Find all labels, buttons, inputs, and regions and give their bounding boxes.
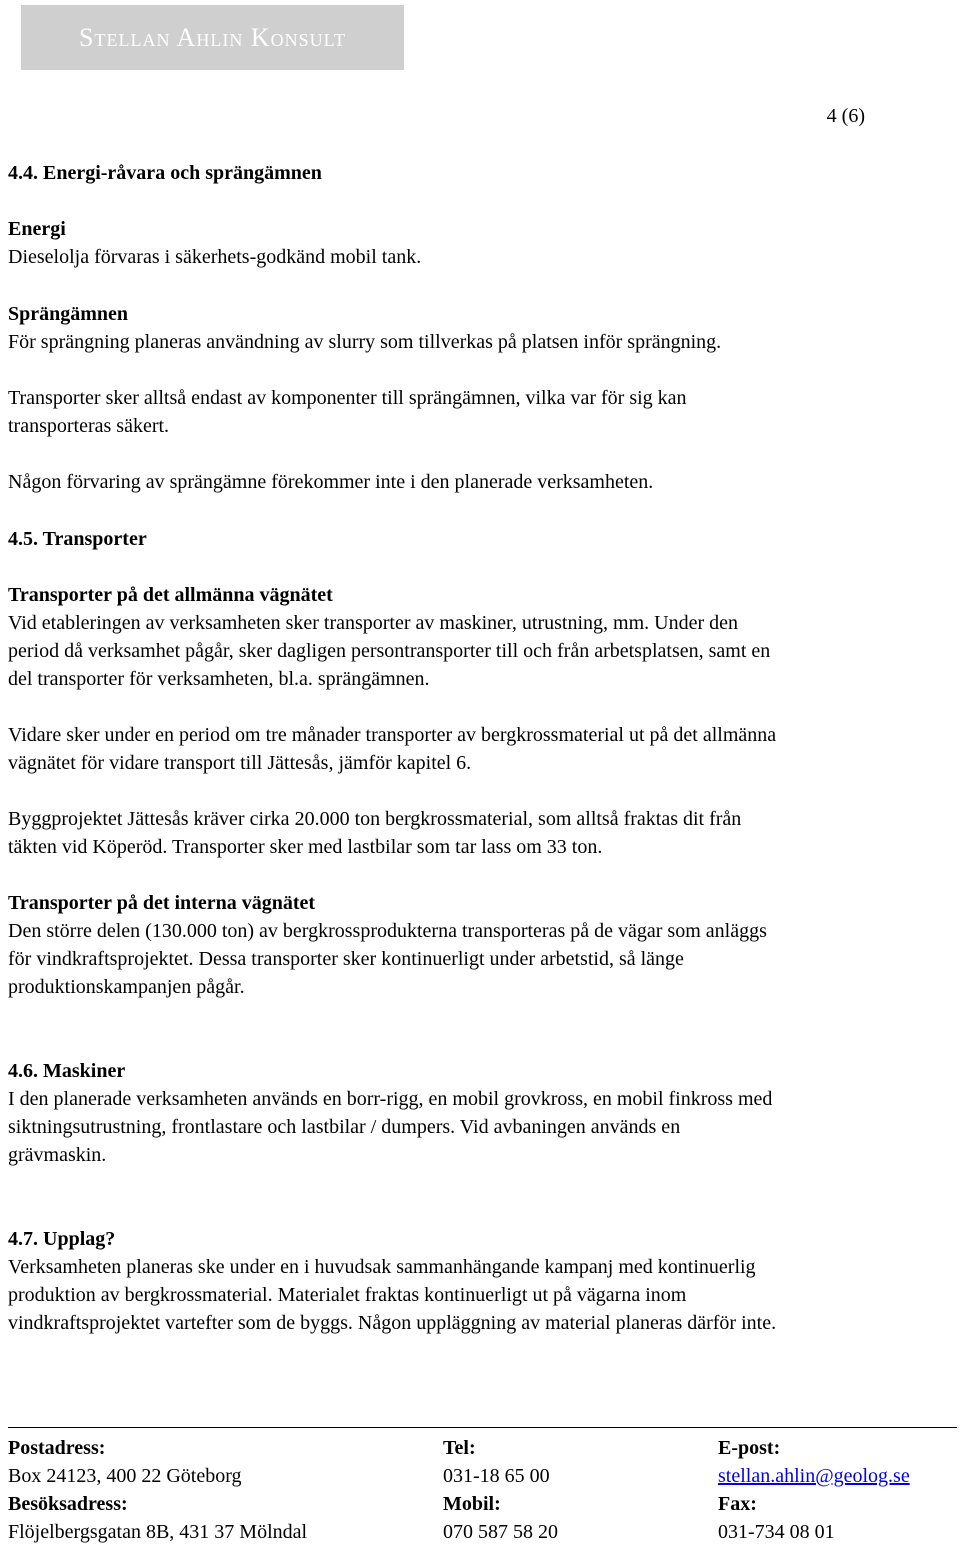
upplag-text-line-2: produktion av bergkrossmaterial. Materialet fraktas kontinuerligt ut på vägarna inom — [8, 1284, 687, 1306]
upplag-text-line-3: vindkraftsprojektet vartefter som de byggs. Någon uppläggning av material planeras därför inte. — [8, 1312, 777, 1334]
postadress-value: Box 24123, 400 22 Göteborg — [8, 1465, 242, 1487]
maskiner-text-line-1: I den planerade verksamheten används en borr-rigg, en mobil grovkross, en mobil finkross med — [8, 1088, 773, 1110]
allmanna-text-1-line-2: period då verksamhet pågår, sker dagligen persontransporter till och från arbetsplatsen, samt en — [8, 640, 771, 662]
epost-label: E-post: — [718, 1437, 781, 1459]
interna-text-line-3: produktionskampanjen pågår. — [8, 976, 245, 998]
section-4-5-title: 4.5. Transporter — [8, 528, 147, 550]
allmanna-text-1-line-1: Vid etableringen av verksamheten sker transporter av maskiner, utrustning, mm. Under den — [8, 612, 738, 634]
besoksadress-label: Besöksadress: — [8, 1493, 128, 1515]
mobil-label: Mobil: — [443, 1493, 501, 1515]
sprangamnen-text-1: För sprängning planeras användning av slurry som tillverkas på platsen inför sprängning. — [8, 331, 722, 353]
sprangamnen-text-2-line-2: transporteras säkert. — [8, 415, 170, 437]
interna-text-line-2: för vindkraftsprojektet. Dessa transporter sker kontinuerligt under arbetstid, så länge — [8, 948, 684, 970]
allmanna-text-3-line-1: Byggprojektet Jättesås kräver cirka 20.000 ton bergkrossmaterial, som alltså fraktas dit från — [8, 808, 742, 830]
page-number: 4 (6) — [826, 105, 865, 127]
allmanna-vagnatet-heading: Transporter på det allmänna vägnätet — [8, 584, 333, 606]
allmanna-text-3-line-2: täkten vid Köperöd. Transporter sker med lastbilar som tar lass om 33 ton. — [8, 836, 603, 858]
section-4-6-title: 4.6. Maskiner — [8, 1060, 126, 1082]
tel-label: Tel: — [443, 1437, 476, 1459]
section-4-4-title: 4.4. Energi-råvara och sprängämnen — [8, 162, 322, 184]
email-link[interactable]: stellan.ahlin@geolog.se — [718, 1465, 910, 1487]
company-logo: Stellan Ahlin Konsult — [21, 5, 404, 70]
allmanna-text-1-line-3: del transporter för verksamheten, bl.a. sprängämnen. — [8, 668, 430, 690]
sprangamnen-text-3: Någon förvaring av sprängämne förekommer inte i den planerade verksamheten. — [8, 471, 654, 493]
document-body — [8, 159, 953, 1337]
allmanna-text-2-line-1: Vidare sker under en period om tre månader transporter av bergkrossmaterial ut på det allmänna — [8, 724, 777, 746]
mobil-value: 070 587 58 20 — [443, 1521, 558, 1543]
section-4-7-title: 4.7. Upplag? — [8, 1228, 116, 1250]
energi-text: Dieselolja förvaras i säkerhets-godkänd mobil tank. — [8, 246, 422, 268]
allmanna-text-2-line-2: vägnätet för vidare transport till Jättesås, jämför kapitel 6. — [8, 752, 472, 774]
fax-label: Fax: — [718, 1493, 757, 1515]
besoksadress-value: Flöjelbergsgatan 8B, 431 37 Mölndal — [8, 1521, 308, 1543]
maskiner-text-line-2: siktningsutrustning, frontlastare och lastbilar / dumpers. Vid avbaningen används en — [8, 1116, 681, 1138]
sprangamnen-heading: Sprängämnen — [8, 303, 129, 325]
interna-text-line-1: Den större delen (130.000 ton) av bergkrossprodukterna transporteras på de vägar som anläggs — [8, 920, 767, 942]
footer-divider — [8, 1427, 957, 1428]
tel-value: 031-18 65 00 — [443, 1465, 550, 1487]
fax-value: 031-734 08 01 — [718, 1521, 835, 1543]
interna-vagnatet-heading: Transporter på det interna vägnätet — [8, 892, 316, 914]
footer — [8, 1434, 957, 1546]
sprangamnen-text-2-line-1: Transporter sker alltså endast av komponenter till sprängämnen, vilka var för sig kan — [8, 387, 687, 409]
maskiner-text-line-3: grävmaskin. — [8, 1144, 107, 1166]
postadress-label: Postadress: — [8, 1437, 106, 1459]
upplag-text-line-1: Verksamheten planeras ske under en i huvudsak sammanhängande kampanj med kontinuerlig — [8, 1256, 756, 1278]
energi-heading: Energi — [8, 218, 66, 240]
